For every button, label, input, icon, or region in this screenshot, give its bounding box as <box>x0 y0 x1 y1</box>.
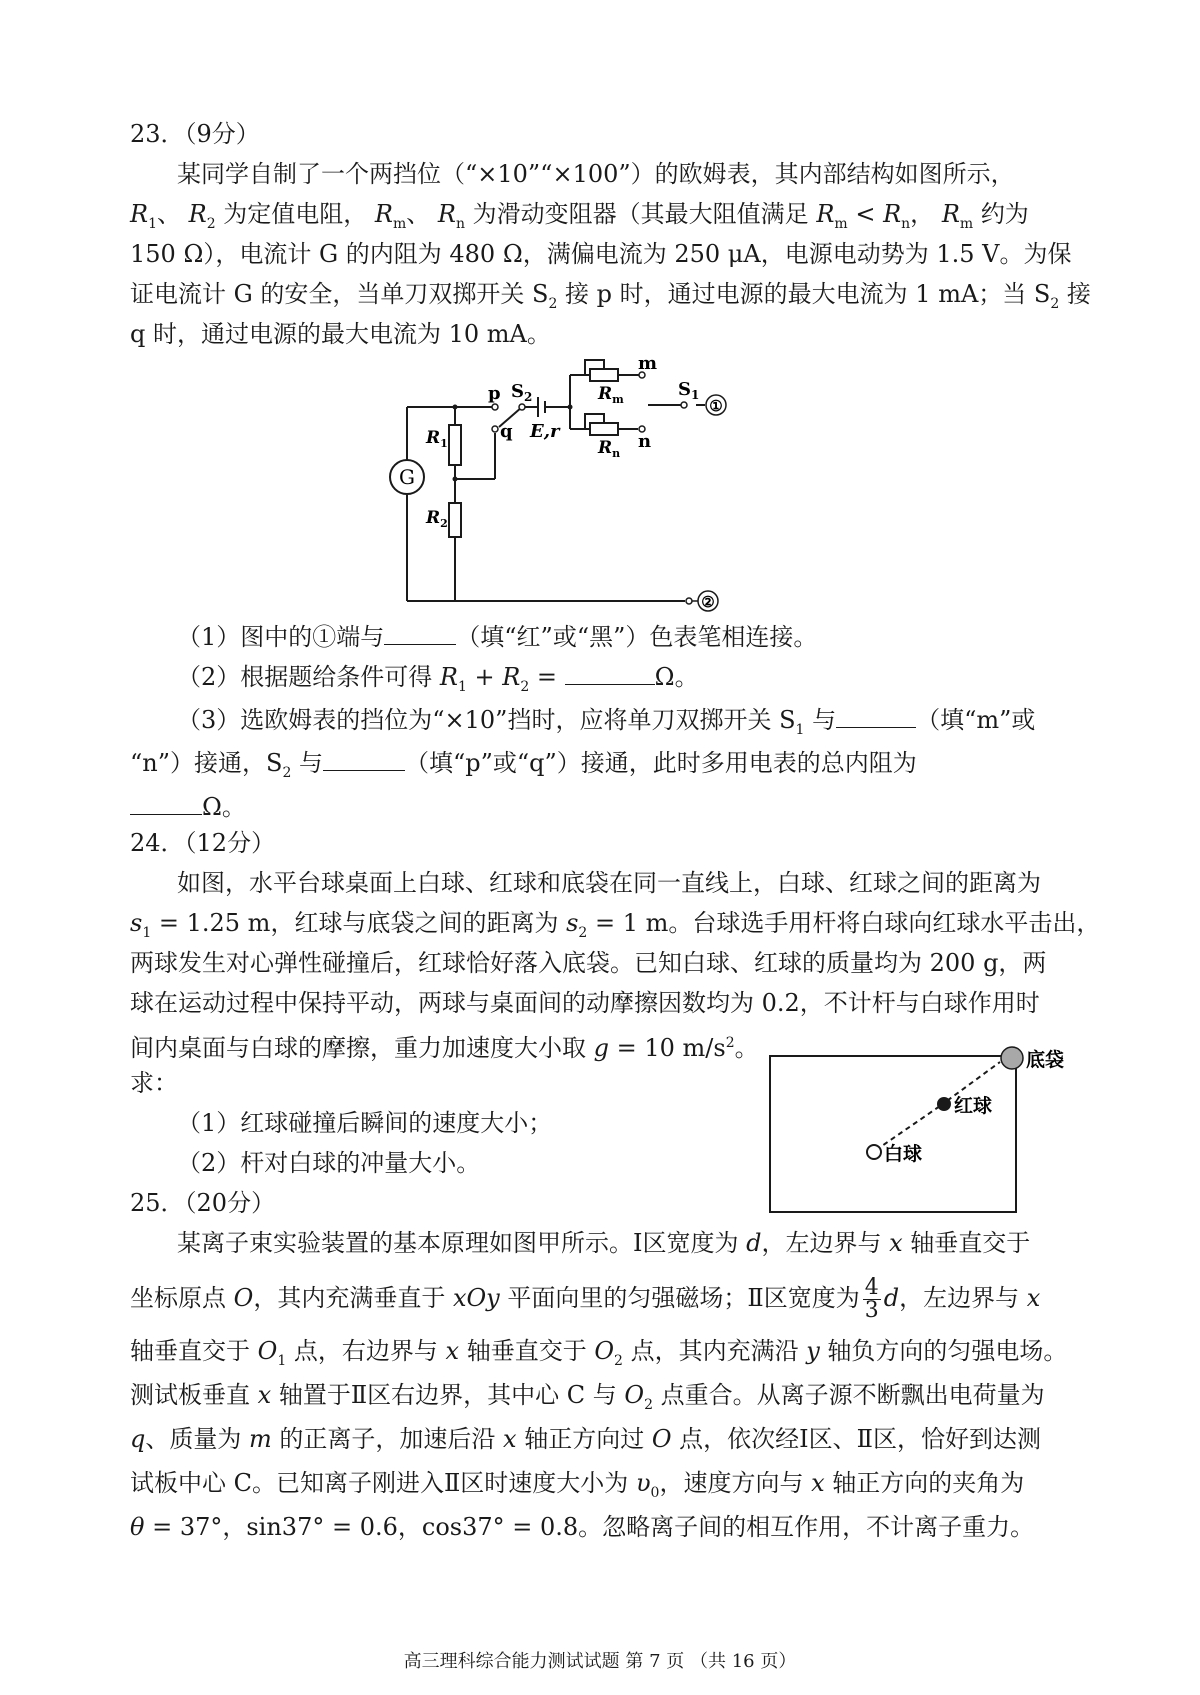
sup: 2 <box>725 1035 735 1051</box>
text: 为定值电阻， <box>223 200 368 228</box>
var-R2: R <box>502 663 521 691</box>
var-R1: R <box>439 663 458 691</box>
sub: 0 <box>650 1484 660 1501</box>
q23-para-line4 <box>130 277 1091 321</box>
answer-blank[interactable] <box>384 624 456 645</box>
text: 。 <box>734 1034 759 1062</box>
switch-s1-label <box>678 379 699 402</box>
text: （1）图中的①端与 <box>177 623 385 651</box>
rn-label <box>597 438 620 460</box>
var-O: O <box>233 1284 254 1312</box>
switch-q-label: q <box>500 421 513 442</box>
q24-ask: 求： <box>130 1069 178 1097</box>
var-v0: υ <box>635 1469 651 1497</box>
var-xOy: xOy <box>452 1284 500 1312</box>
less-than: < <box>855 200 876 228</box>
r-sub: m <box>612 393 624 406</box>
q24-sub2: （2）杆对白球的冲量大小。 <box>177 1149 481 1177</box>
var-m: m <box>249 1425 272 1453</box>
q23-para-line5: q 时，通过电源的最大电流为 10 mA。 <box>130 320 551 348</box>
sub: 1 <box>795 721 805 738</box>
text: （填“m”或 <box>916 706 1036 734</box>
r: R <box>598 438 613 458</box>
text: 间内桌面与白球的摩擦，重力加速度大小取 <box>130 1034 594 1062</box>
q24-para-line4: 球在运动过程中保持平动，两球与桌面间的动摩擦因数均为 0.2，不计杆与白球作用时 <box>130 989 1040 1017</box>
r-sub: 2 <box>440 517 448 530</box>
text: ，左边界与 <box>761 1229 890 1257</box>
pocket-label: 底袋 <box>1026 1049 1065 1071</box>
var-theta: θ <box>130 1513 145 1541</box>
text: “n”）接通，S <box>130 749 283 777</box>
var-g: g <box>593 1034 610 1062</box>
text: 点重合。从离子源不断飘出电荷量为 <box>653 1381 1045 1409</box>
rm-label <box>597 384 624 406</box>
text: 测试板垂直 <box>130 1381 258 1409</box>
terminal-1-label: ① <box>709 397 723 415</box>
sub: 1 <box>277 1352 287 1369</box>
sub: 2 <box>548 295 558 312</box>
terminal-n-label: n <box>638 431 652 452</box>
sub: n <box>456 215 466 232</box>
s-letter: S <box>678 379 691 400</box>
sub: n <box>901 215 911 232</box>
q23-sub3-line1 <box>177 703 1070 747</box>
q25-para-line2 <box>130 1274 1070 1322</box>
q23-sub3-line2 <box>130 746 1070 790</box>
q23-para-line2 <box>130 197 1070 241</box>
var-Rn: R <box>883 200 902 228</box>
sub: 2 <box>206 215 216 232</box>
sub: 2 <box>520 678 530 695</box>
galvanometer-label: G <box>399 465 415 489</box>
var-Rm: R <box>374 200 393 228</box>
q25-para-line3 <box>130 1334 1070 1378</box>
var-x: x <box>811 1469 825 1497</box>
s-sub: 2 <box>524 390 533 404</box>
q25-para-line6 <box>130 1466 1070 1510</box>
var-x: x <box>503 1425 517 1453</box>
equals: = <box>529 663 565 691</box>
page-footer: 高三理科综合能力测试试题 第 7 页 （共 16 页） <box>403 1651 797 1672</box>
text: ， <box>910 200 935 228</box>
battery-label: E,r <box>530 421 560 442</box>
var-q: q <box>130 1425 146 1453</box>
text: 轴垂直交于 <box>459 1337 595 1365</box>
var-s2: s <box>566 909 579 937</box>
text: 点，右边界与 <box>286 1337 446 1365</box>
text: 、 <box>157 200 181 228</box>
var-R1: R <box>130 200 149 228</box>
text: 、质量为 <box>145 1425 250 1453</box>
text: 与 <box>804 706 837 734</box>
q24-header: 24．（12分） <box>130 829 276 857</box>
r-sub: 1 <box>440 437 448 450</box>
terminal-2-label: ② <box>701 593 715 611</box>
r: R <box>426 508 441 528</box>
sub: 1 <box>142 924 152 941</box>
q23-para-line3: 150 Ω），电流计 G 的内阻为 480 Ω，满偏电流为 250 μA，电源电动势为 1.5 V。为保 <box>130 240 1072 268</box>
text: 轴正方向过 <box>516 1425 652 1453</box>
var-x: x <box>445 1337 460 1365</box>
ohmmeter-circuit-diagram <box>380 355 840 615</box>
text: 点，依次经Ⅰ区、Ⅱ区，恰好到达测 <box>671 1425 1041 1453</box>
sub: m <box>834 215 848 232</box>
q25-para-line1 <box>177 1226 1070 1260</box>
text: ，速度方向与 <box>659 1469 812 1497</box>
switch-p-label: p <box>488 383 501 404</box>
q24-para-line5 <box>130 1026 759 1065</box>
var-d: d <box>883 1284 900 1312</box>
q24-para-line1: 如图，水平台球桌面上白球、红球和底袋在同一直线上，白球、红球之间的距离为 <box>177 869 1041 897</box>
answer-blank[interactable] <box>130 794 202 815</box>
text: 轴垂直交于 <box>130 1337 258 1365</box>
text: 平面向里的匀强磁场；Ⅱ区宽度为 <box>499 1284 860 1312</box>
text: 轴置于Ⅱ区右边界，其中心 C 与 <box>271 1381 625 1409</box>
var-O2: O <box>624 1381 645 1409</box>
var-O2: O <box>594 1337 615 1365</box>
q23-para-line1: 某同学自制了一个两挡位（“×10”“×100”）的欧姆表，其内部结构如图所示， <box>177 160 1015 188</box>
text: 接 <box>1059 280 1091 308</box>
answer-blank[interactable] <box>323 750 405 771</box>
var-x: x <box>1026 1284 1041 1312</box>
sub: m <box>959 215 974 232</box>
r: R <box>426 428 441 448</box>
text: Ω。 <box>654 663 699 691</box>
text: 为滑动变阻器（其最大阻值满足 <box>472 200 809 228</box>
text: 轴负方向的匀强电场。 <box>819 1337 1068 1365</box>
text: Ω。 <box>202 793 246 821</box>
sub: 2 <box>1050 295 1060 312</box>
sub: 1 <box>458 678 467 695</box>
text: 坐标原点 <box>130 1284 234 1312</box>
sub: 2 <box>614 1352 623 1369</box>
text: 与 <box>291 749 323 777</box>
var-R2: R <box>188 200 207 228</box>
s-letter: S <box>511 381 524 402</box>
var-O: O <box>651 1425 672 1453</box>
q24-para-line3: 两球发生对心弹性碰撞后，红球恰好落入底袋。已知白球、红球的质量均为 200 g，两 <box>130 949 1047 977</box>
answer-blank[interactable] <box>565 664 655 685</box>
q23-sub3-line3 <box>130 790 1070 824</box>
r1-label <box>425 428 448 450</box>
text: 的正离子，加速后沿 <box>271 1425 504 1453</box>
q25-header: 25．（20分） <box>130 1189 276 1217</box>
r2-label <box>425 508 448 530</box>
white-ball-icon <box>867 1145 881 1159</box>
text: ，左边界与 <box>899 1284 1027 1312</box>
text: 约为 <box>980 200 1029 228</box>
var-Rm: R <box>816 200 835 228</box>
numerator: 4 <box>864 1275 879 1300</box>
text: （填“p”或“q”）接通，此时多用电表的总内阻为 <box>405 749 917 777</box>
sub: 2 <box>644 1396 653 1413</box>
denominator: 3 <box>864 1298 879 1323</box>
r: R <box>598 384 613 404</box>
q25-para-line4 <box>130 1378 1070 1422</box>
var-y: y <box>806 1337 820 1365</box>
var-Rm: R <box>941 200 960 228</box>
red-ball-label: 红球 <box>954 1095 993 1117</box>
text: 、 <box>406 200 431 228</box>
q24-sub1: （1）红球碰撞后瞬间的速度大小； <box>177 1109 553 1137</box>
text: 轴垂直交于 <box>902 1229 1031 1257</box>
text: = 1 m。台球选手用杆将白球向红球水平击出， <box>587 909 1101 937</box>
text: 点，其内充满沿 <box>622 1337 807 1365</box>
text: 轴正方向的夹角为 <box>824 1469 1025 1497</box>
var-s1: s <box>130 909 143 937</box>
white-ball-label: 白球 <box>884 1143 923 1165</box>
var-x: x <box>889 1229 903 1257</box>
text: （填“红”或“黑”）色表笔相连接。 <box>456 623 818 651</box>
q24-para-line2 <box>130 906 1101 950</box>
sub: 2 <box>282 764 292 781</box>
red-ball-icon <box>937 1097 951 1111</box>
sub: m <box>393 215 407 232</box>
var-O1: O <box>257 1337 278 1365</box>
text: = 1.25 m，红球与底袋之间的距离为 <box>151 909 567 937</box>
text: 某离子束实验装置的基本原理如图甲所示。Ⅰ区宽度为 <box>177 1229 747 1257</box>
text: （2）根据题给条件可得 <box>177 663 433 691</box>
sub: 1 <box>148 215 157 232</box>
r-sub: n <box>612 447 621 460</box>
q23-header: 23．（9分） <box>130 120 260 148</box>
text: 接 p 时，通过电源的最大电流为 1 mA；当 S <box>557 280 1051 308</box>
text: = 37°，sin37° = 0.6，cos37° = 0.8。忽略离子间的相互作用，不计离子重力。 <box>144 1513 1035 1541</box>
plus: + <box>466 663 503 691</box>
q23-sub2 <box>177 660 1070 704</box>
var-Rn: R <box>437 200 456 228</box>
sub: 2 <box>578 924 588 941</box>
text: 证电流计 G 的安全，当单刀双掷开关 S <box>130 280 549 308</box>
q25-para-line5 <box>130 1422 1070 1456</box>
answer-blank[interactable] <box>836 707 916 728</box>
fraction-4-3 <box>863 1277 881 1322</box>
var-x: x <box>257 1381 272 1409</box>
text: 试板中心 C。已知离子刚进入Ⅱ区时速度大小为 <box>130 1469 636 1497</box>
switch-s2-label <box>511 381 532 404</box>
q25-para-line7 <box>130 1510 1070 1544</box>
text: ，其内充满垂直于 <box>253 1284 453 1312</box>
terminal-m-label: m <box>638 355 658 374</box>
var-d: d <box>746 1229 762 1257</box>
pocket-icon <box>1001 1047 1023 1069</box>
s-sub: 1 <box>691 388 700 402</box>
q23-sub1 <box>177 620 1070 654</box>
text: = 10 m/s <box>609 1034 726 1062</box>
text: （3）选欧姆表的挡位为“×10”挡时，应将单刀双掷开关 S <box>177 706 796 734</box>
